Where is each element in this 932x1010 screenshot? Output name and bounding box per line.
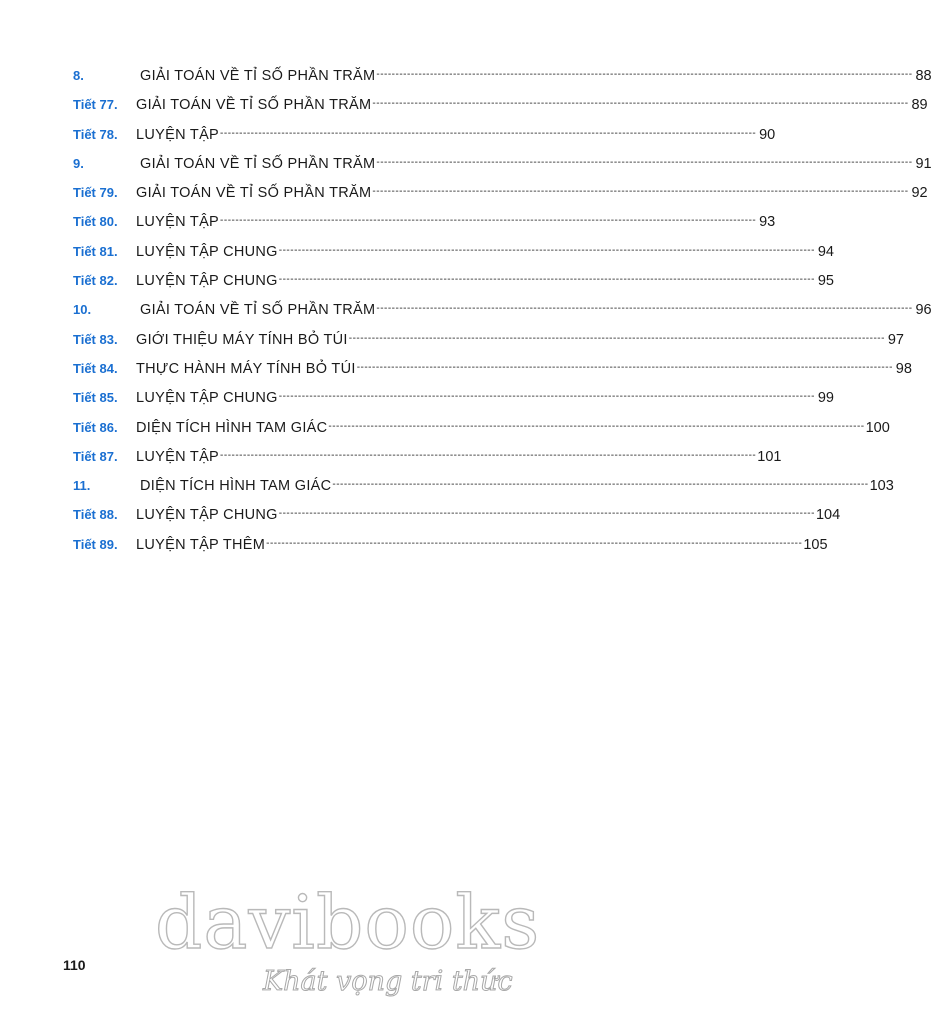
toc-row[interactable] bbox=[70, 478, 894, 507]
toc-entry-title: LUYỆN TẬP CHUNG bbox=[136, 243, 278, 260]
toc-row[interactable] bbox=[70, 214, 776, 243]
toc-entry-page: 99 bbox=[817, 390, 834, 407]
toc-entry-page: 93 bbox=[759, 214, 776, 231]
toc-entry-number: Tiết 83. bbox=[73, 331, 118, 347]
toc-entry-page: 94 bbox=[817, 243, 834, 260]
toc-row[interactable] bbox=[70, 185, 928, 214]
toc-row[interactable] bbox=[70, 97, 928, 126]
toc-entry-number: 9. bbox=[73, 155, 84, 171]
toc-row[interactable] bbox=[70, 331, 904, 361]
toc-entry-number: Tiết 88. bbox=[73, 507, 118, 523]
toc-row[interactable] bbox=[70, 126, 776, 156]
toc-entry-number: Tiết 84. bbox=[73, 360, 118, 376]
toc-entry-number: Tiết 78. bbox=[73, 126, 118, 142]
toc-row[interactable] bbox=[70, 360, 912, 390]
toc-row[interactable] bbox=[70, 448, 782, 478]
dot-leader: -------------------------------------------------------------------------------------------------------------------------------------------- bbox=[278, 391, 815, 403]
dot-leader: -------------------------------------------------------------------------------------------------------------------------------------------- bbox=[220, 127, 757, 139]
toc-entry-number: Tiết 79. bbox=[73, 185, 118, 201]
toc-entry-title: GIẢI TOÁN VỀ TỈ SỐ PHẦN TRĂM bbox=[136, 97, 372, 114]
publisher-logo bbox=[153, 878, 541, 998]
toc-entry-number: Tiết 86. bbox=[73, 419, 118, 435]
dot-leader: -------------------------------------------------------------------------------------------------------------------------------------------- bbox=[220, 215, 757, 227]
toc-entry-page: 89 bbox=[911, 97, 928, 114]
toc-entry-title: LUYỆN TẬP bbox=[136, 448, 220, 465]
toc-entry-number: Tiết 82. bbox=[73, 273, 118, 289]
dot-leader: -------------------------------------------------------------------------------------------------------------------------------------------- bbox=[278, 244, 815, 256]
dot-leader: -------------------------------------------------------------------------------------------------------------------------------------------- bbox=[332, 479, 869, 491]
toc-entry-title: GIẢI TOÁN VỀ TỈ SỐ PHẦN TRĂM bbox=[140, 68, 376, 84]
toc-entry-number: 11. bbox=[73, 478, 91, 494]
toc-entry-title: LUYỆN TẬP bbox=[136, 214, 220, 231]
toc-row[interactable] bbox=[70, 507, 841, 536]
toc-row[interactable] bbox=[70, 536, 828, 566]
toc-entry-number: Tiết 89. bbox=[73, 536, 118, 552]
toc-entry-number: Tiết 77. bbox=[73, 97, 118, 113]
toc-entry-title: LUYỆN TẬP CHUNG bbox=[136, 273, 278, 290]
toc-entry-page: 97 bbox=[887, 331, 904, 348]
logo-wordmark: davibooks bbox=[155, 880, 541, 966]
toc-entry-number: Tiết 85. bbox=[73, 390, 118, 406]
toc-entry-page: 96 bbox=[915, 302, 932, 319]
dot-leader: -------------------------------------------------------------------------------------------------------------------------------------------- bbox=[348, 332, 885, 344]
toc-entry-title: DIỆN TÍCH HÌNH TAM GIÁC bbox=[136, 419, 328, 436]
toc-entry-title: GIẢI TOÁN VỀ TỈ SỐ PHẦN TRĂM bbox=[140, 302, 376, 319]
toc-row[interactable] bbox=[70, 302, 932, 331]
toc-entry-number: 10. bbox=[73, 302, 92, 318]
toc-row[interactable] bbox=[70, 68, 932, 97]
toc-entry-title: LUYỆN TẬP THÊM bbox=[136, 536, 266, 553]
toc-entry-page: 98 bbox=[895, 360, 912, 377]
toc-row[interactable] bbox=[70, 390, 834, 419]
toc-entry-page: 105 bbox=[803, 536, 828, 553]
logo-slogan: Khát vọng tri thức bbox=[263, 966, 513, 997]
toc-entry-title: GIỚI THIỆU MÁY TÍNH BỎ TÚI bbox=[136, 331, 348, 348]
toc-entry-page: 88 bbox=[915, 68, 932, 84]
toc-entry-page: 100 bbox=[865, 419, 890, 436]
toc-entry-page: 90 bbox=[759, 126, 776, 143]
toc-entry-number: Tiết 81. bbox=[73, 243, 118, 259]
page-number: 110 bbox=[63, 957, 86, 973]
toc-row[interactable] bbox=[70, 419, 890, 449]
toc-entry-number: Tiết 87. bbox=[73, 448, 118, 464]
toc-entry-page: 92 bbox=[911, 185, 928, 202]
table-of-contents bbox=[70, 68, 932, 566]
dot-leader: -------------------------------------------------------------------------------------------------------------------------------------------- bbox=[376, 156, 913, 168]
toc-entry-title: LUYỆN TẬP CHUNG bbox=[136, 507, 278, 524]
toc-entry-number: Tiết 80. bbox=[73, 214, 118, 230]
toc-entry-title: GIẢI TOÁN VỀ TỈ SỐ PHẦN TRĂM bbox=[136, 185, 372, 202]
dot-leader: -------------------------------------------------------------------------------------------------------------------------------------------- bbox=[328, 420, 865, 432]
dot-leader: -------------------------------------------------------------------------------------------------------------------------------------------- bbox=[376, 69, 913, 80]
toc-entry-page: 91 bbox=[915, 155, 932, 172]
toc-entry-page: 103 bbox=[869, 478, 894, 495]
dot-leader: -------------------------------------------------------------------------------------------------------------------------------------------- bbox=[266, 537, 803, 549]
dot-leader: -------------------------------------------------------------------------------------------------------------------------------------------- bbox=[356, 361, 893, 373]
toc-row[interactable] bbox=[70, 155, 932, 185]
dot-leader: -------------------------------------------------------------------------------------------------------------------------------------------- bbox=[376, 303, 913, 315]
toc-entry-number: 8. bbox=[73, 68, 84, 83]
toc-entry-title: GIẢI TOÁN VỀ TỈ SỐ PHẦN TRĂM bbox=[140, 155, 376, 172]
dot-leader: -------------------------------------------------------------------------------------------------------------------------------------------- bbox=[278, 274, 815, 286]
toc-entry-page: 95 bbox=[817, 273, 834, 290]
toc-row[interactable] bbox=[70, 273, 834, 302]
toc-entry-title: DIỆN TÍCH HÌNH TAM GIÁC bbox=[140, 478, 332, 495]
toc-entry-page: 101 bbox=[757, 448, 782, 465]
toc-entry-title: LUYỆN TẬP CHUNG bbox=[136, 390, 278, 407]
dot-leader: -------------------------------------------------------------------------------------------------------------------------------------------- bbox=[372, 98, 909, 110]
toc-entry-title: THỰC HÀNH MÁY TÍNH BỎ TÚI bbox=[136, 360, 356, 377]
dot-leader: -------------------------------------------------------------------------------------------------------------------------------------------- bbox=[220, 449, 757, 461]
dot-leader: -------------------------------------------------------------------------------------------------------------------------------------------- bbox=[278, 508, 815, 520]
toc-entry-page: 104 bbox=[815, 507, 841, 524]
dot-leader: -------------------------------------------------------------------------------------------------------------------------------------------- bbox=[372, 186, 909, 198]
toc-row[interactable] bbox=[70, 243, 834, 273]
toc-entry-title: LUYỆN TẬP bbox=[136, 126, 220, 143]
